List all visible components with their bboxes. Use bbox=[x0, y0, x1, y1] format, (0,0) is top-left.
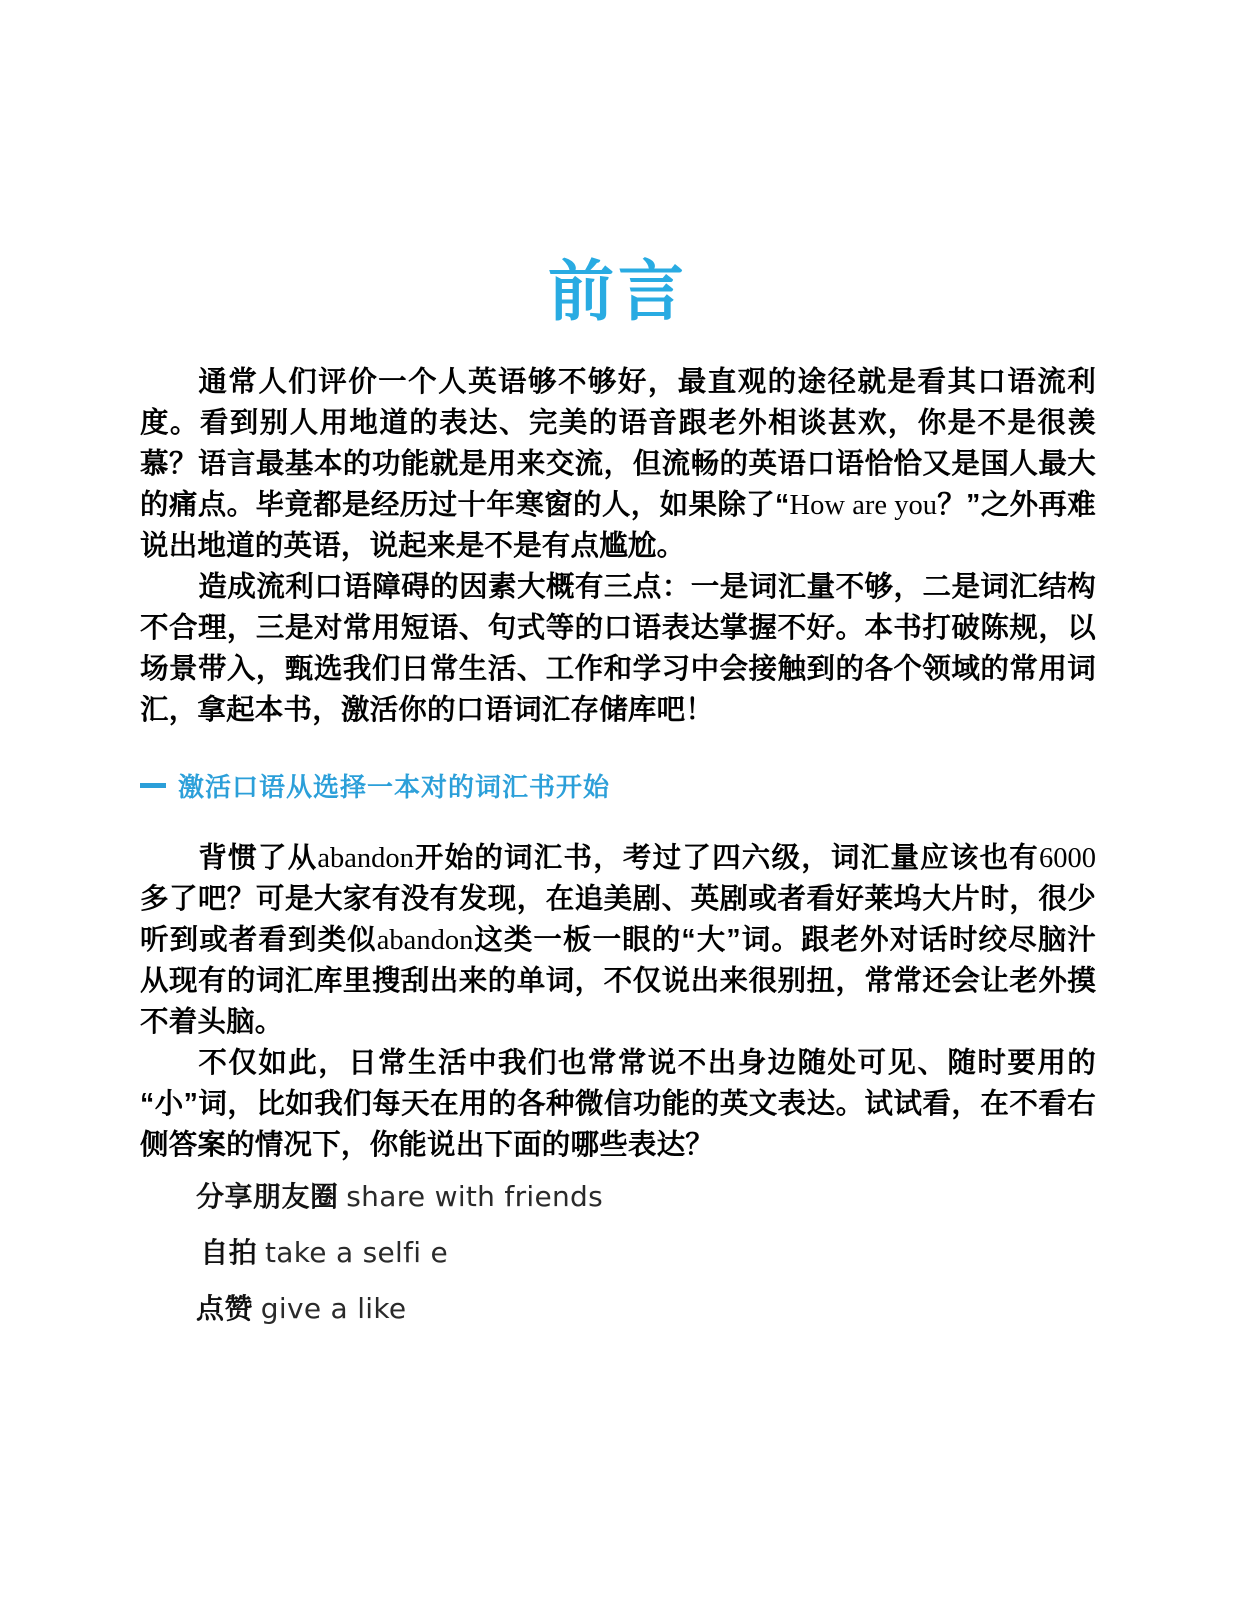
paragraph-1: 通常人们评价一个人英语够不够好，最直观的途径就是看其口语流利度。看到别人用地道的表达、完美的语音跟老外相谈甚欢，你是不是很羡慕？语言最基本的功能就是用来交流，但流畅的英语口语恰恰又是国人最大的痛点。毕竟都是经历过十年寒窗的人，如果除了“How are you？”之外再难说出地道的英语，说起来是不是有点尴尬。 bbox=[140, 366, 1096, 562]
section-heading bbox=[140, 767, 1096, 804]
list-item bbox=[140, 1236, 1096, 1270]
vocab-term-cn: 自拍 bbox=[200, 1237, 258, 1268]
page-title: 前言 bbox=[548, 254, 688, 328]
vocab-term-cn: 分享朋友圈 bbox=[196, 1181, 339, 1212]
vocab-term-en: give a like bbox=[260, 1292, 407, 1325]
vocab-term-cn: 点赞 bbox=[196, 1293, 254, 1324]
section-paragraph-1: 背惯了从abandon开始的词汇书，考过了四六级，词汇量应该也有6000多了吧？可是大家有没有发现，在追美剧、英剧或者看好莱坞大片时，很少听到或者看到类似abandon这类一板一眼的“大”词。跟老外对话时绞尽脑汁从现有的词汇库里搜刮出来的单词，不仅说出来很别扭，常常还会让老外摸不着头脑。 bbox=[140, 842, 1096, 1038]
vocab-term-en: take a selfi e bbox=[264, 1236, 449, 1269]
vocab-term-en: share with friends bbox=[346, 1180, 603, 1213]
vocab-list bbox=[140, 1180, 1096, 1326]
section-marker-dash bbox=[140, 783, 166, 788]
section-paragraph-2: 不仅如此，日常生活中我们也常常说不出身边随处可见、随时要用的“小”词，比如我们每天在用的各种微信功能的英文表达。试试看，在不看右侧答案的情况下，你能说出下面的哪些表达？ bbox=[140, 1047, 1096, 1161]
preface-body bbox=[140, 362, 1096, 1326]
paragraph-2: 造成流利口语障碍的因素大概有三点：一是词汇量不够，二是词汇结构不合理，三是对常用短语、句式等的口语表达掌握不好。本书打破陈规，以场景带入，甄选我们日常生活、工作和学习中会接触到的各个领域的常用词汇，拿起本书，激活你的口语词汇存储库吧！ bbox=[140, 571, 1096, 726]
section-heading-label: 激活口语从选择一本对的词汇书开始 bbox=[178, 772, 611, 802]
list-item bbox=[140, 1292, 1096, 1326]
list-item bbox=[140, 1180, 1096, 1214]
spacer bbox=[140, 804, 1096, 838]
